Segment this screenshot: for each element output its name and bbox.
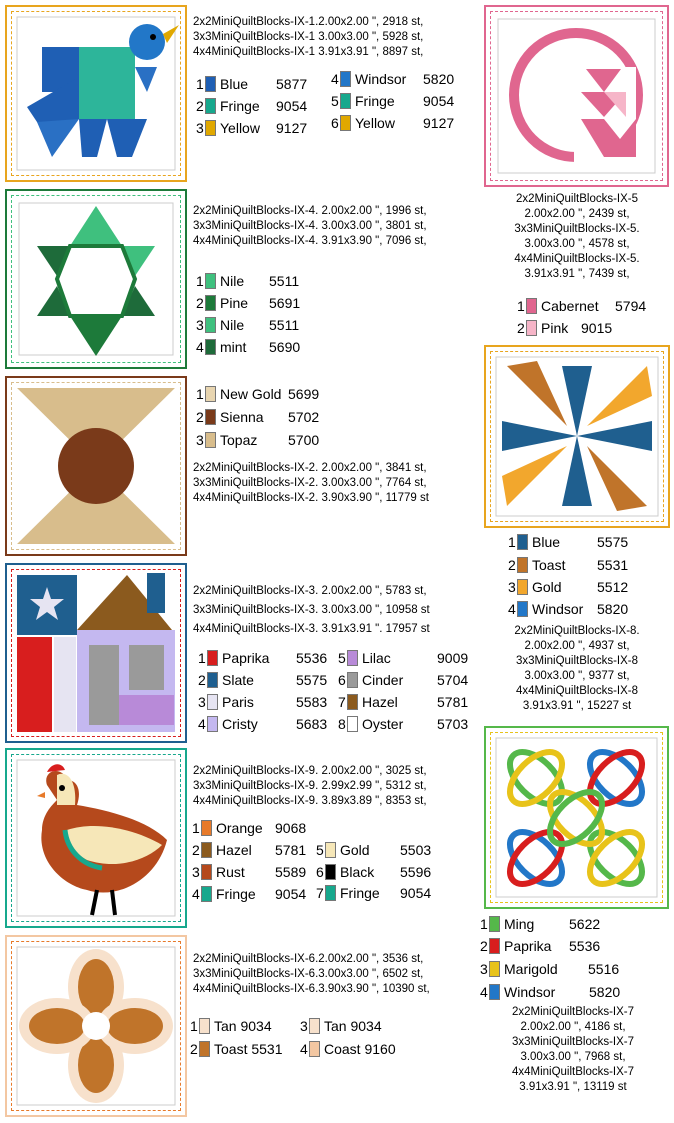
thread-row bbox=[480, 915, 601, 933]
thread-number: 4 bbox=[480, 984, 488, 1000]
thread-name: Tan bbox=[324, 1018, 347, 1034]
thread-row bbox=[338, 715, 469, 733]
thread-code: 5531 bbox=[597, 557, 629, 573]
color-swatch bbox=[207, 716, 218, 732]
thread-name: Pine bbox=[220, 295, 249, 311]
color-swatch bbox=[201, 842, 212, 858]
thread-name: Fringe bbox=[220, 98, 260, 114]
thread-code: 5622 bbox=[569, 916, 601, 932]
color-swatch bbox=[489, 916, 500, 932]
thread-number: 4 bbox=[300, 1041, 308, 1057]
thread-number: 3 bbox=[192, 864, 200, 880]
spec-line: 3x3MiniQuiltBlocks-IX-4. 3.00x3.00 ", 3801 st, bbox=[193, 220, 427, 232]
spec-line: 2.00x2.00 ", 4186 st, bbox=[520, 1021, 626, 1033]
thread-code: 9068 bbox=[275, 820, 307, 836]
thread-row bbox=[196, 431, 320, 449]
thread-name: Lilac bbox=[362, 650, 391, 666]
thread-code: 9034 bbox=[350, 1018, 382, 1034]
thread-name: Slate bbox=[222, 672, 254, 688]
color-swatch bbox=[347, 716, 358, 732]
thread-code: 5511 bbox=[269, 317, 300, 333]
thread-name: New Gold bbox=[220, 386, 282, 402]
thread-name: mint bbox=[220, 339, 247, 355]
color-swatch bbox=[205, 295, 216, 311]
thread-row bbox=[196, 385, 320, 403]
spec-line: 2x2MiniQuiltBlocks-IX-4. 2.00x2.00 ", 1996 st, bbox=[193, 205, 427, 217]
thread-name: Hazel bbox=[216, 842, 252, 858]
block-image-ix-3 bbox=[5, 563, 187, 743]
spec-line: 2x2MiniQuiltBlocks-IX-8. bbox=[514, 625, 640, 637]
color-swatch bbox=[205, 120, 216, 136]
thread-code: 5575 bbox=[597, 534, 629, 550]
thread-name: Tan bbox=[214, 1018, 237, 1034]
spec-line: 4x4MiniQuiltBlocks-IX-4. 3.91x3.90 ", 7096 st, bbox=[193, 235, 427, 247]
thread-code: 5794 bbox=[615, 298, 647, 314]
thread-code: 5691 bbox=[269, 295, 301, 311]
spec-line: 2x2MiniQuiltBlocks-IX-1.2.00x2.00 ", 2918 st, bbox=[193, 16, 424, 28]
thread-name: Nile bbox=[220, 273, 245, 289]
thread-number: 6 bbox=[331, 115, 339, 131]
color-swatch bbox=[340, 71, 351, 87]
thread-name: Cristy bbox=[222, 716, 258, 732]
thread-name: Paris bbox=[222, 694, 254, 710]
thread-row bbox=[196, 316, 300, 334]
spec-line: 2x2MiniQuiltBlocks-IX-5 bbox=[515, 193, 639, 205]
thread-name: Toast bbox=[532, 557, 566, 573]
thread-code: 5820 bbox=[423, 71, 455, 87]
spec-block-ix-5 bbox=[484, 192, 670, 282]
color-swatch bbox=[205, 432, 216, 448]
thread-row bbox=[198, 649, 328, 667]
thread-row bbox=[508, 556, 629, 574]
thread-number: 2 bbox=[517, 320, 525, 336]
house-artwork bbox=[7, 565, 185, 741]
pink-circle-artwork bbox=[486, 7, 667, 185]
spec-block-ix-6 bbox=[193, 952, 478, 997]
rings-artwork bbox=[486, 728, 667, 907]
thread-row bbox=[508, 533, 629, 551]
spec-line: 4x4MiniQuiltBlocks-IX-6.3.90x3.90 ", 10390 st, bbox=[193, 983, 430, 995]
thread-number: 2 bbox=[192, 842, 200, 858]
chicken-artwork bbox=[7, 750, 185, 926]
color-swatch bbox=[205, 386, 216, 402]
thread-number: 4 bbox=[196, 339, 204, 355]
thread-number: 1 bbox=[480, 916, 488, 932]
color-swatch bbox=[340, 115, 351, 131]
color-swatch bbox=[201, 886, 212, 902]
spec-line: 3x3MiniQuiltBlocks-IX-1 3.00x3.00 ", 5928 st, bbox=[193, 31, 424, 43]
thread-row bbox=[190, 1040, 283, 1058]
thread-number: 7 bbox=[338, 694, 346, 710]
thread-row bbox=[300, 1017, 382, 1035]
color-swatch bbox=[347, 694, 358, 710]
spec-line: 4x4MiniQuiltBlocks-IX-9. 3.89x3.89 ", 8353 st, bbox=[193, 795, 427, 807]
thread-row bbox=[338, 649, 469, 667]
thread-row bbox=[331, 70, 455, 88]
thread-code: 5516 bbox=[588, 961, 620, 977]
thread-code: 5536 bbox=[569, 938, 601, 954]
thread-name: Paprika bbox=[504, 938, 552, 954]
thread-row bbox=[196, 294, 301, 312]
thread-number: 6 bbox=[338, 672, 346, 688]
thread-number: 7 bbox=[316, 885, 324, 901]
spec-line: 2.00x2.00 ", 4937 st, bbox=[524, 640, 630, 652]
spec-line: 4x4MiniQuiltBlocks-IX-5. bbox=[514, 253, 640, 265]
thread-name: Gold bbox=[532, 579, 562, 595]
thread-number: 2 bbox=[198, 672, 206, 688]
thread-name: Fringe bbox=[340, 885, 380, 901]
thread-row bbox=[198, 715, 328, 733]
thread-name: Coast bbox=[324, 1041, 361, 1057]
thread-code: 5700 bbox=[288, 432, 320, 448]
circle-artwork bbox=[7, 378, 185, 554]
spec-block-ix-3 bbox=[193, 584, 478, 637]
thread-code: 9160 bbox=[364, 1041, 396, 1057]
thread-number: 2 bbox=[196, 409, 204, 425]
thread-name: Black bbox=[340, 864, 375, 880]
color-swatch bbox=[526, 320, 537, 336]
thread-number: 5 bbox=[331, 93, 339, 109]
spec-line: 4x4MiniQuiltBlocks-IX-8 bbox=[515, 685, 639, 697]
block-image-ix-4 bbox=[5, 189, 187, 369]
color-swatch bbox=[325, 864, 336, 880]
thread-row bbox=[192, 841, 307, 859]
thread-name: Yellow bbox=[220, 120, 260, 136]
color-swatch bbox=[526, 298, 537, 314]
thread-name: Fringe bbox=[216, 886, 256, 902]
thread-row bbox=[480, 937, 601, 955]
thread-number: 1 bbox=[196, 386, 204, 402]
thread-number: 1 bbox=[196, 76, 204, 92]
thread-number: 8 bbox=[338, 716, 346, 732]
thread-row bbox=[517, 319, 613, 337]
thread-row bbox=[196, 338, 301, 356]
thread-code: 5877 bbox=[276, 76, 308, 92]
thread-code: 9054 bbox=[400, 885, 432, 901]
thread-row bbox=[192, 819, 307, 837]
thread-code: 5531 bbox=[251, 1041, 283, 1057]
spec-block-ix-4 bbox=[193, 204, 478, 249]
spec-line: 3.00x3.00 ", 9377 st, bbox=[524, 670, 630, 682]
spec-block-ix-1 bbox=[193, 15, 478, 60]
thread-number: 1 bbox=[508, 534, 516, 550]
thread-name: Windsor bbox=[355, 71, 407, 87]
spec-line: 3x3MiniQuiltBlocks-IX-3. 3.00x3.00 ", 10958 st bbox=[193, 604, 430, 616]
thread-row bbox=[508, 600, 629, 618]
color-swatch bbox=[517, 557, 528, 573]
thread-row bbox=[316, 863, 432, 881]
thread-code: 5699 bbox=[288, 386, 320, 402]
thread-row bbox=[338, 693, 469, 711]
spec-line: 2x2MiniQuiltBlocks-IX-3. 2.00x2.00 ", 5783 st, bbox=[193, 585, 427, 597]
spec-line: 3x3MiniQuiltBlocks-IX-2. 3.00x3.00 ", 7764 st, bbox=[193, 477, 427, 489]
block-image-ix-6 bbox=[5, 935, 187, 1117]
thread-code: 5575 bbox=[296, 672, 328, 688]
pinwheel-artwork bbox=[486, 347, 668, 526]
thread-name: Windsor bbox=[532, 601, 584, 617]
color-swatch bbox=[489, 984, 500, 1000]
spec-line: 3.00x3.00 ", 4578 st, bbox=[524, 238, 630, 250]
thread-number: 3 bbox=[198, 694, 206, 710]
color-swatch bbox=[207, 694, 218, 710]
color-swatch bbox=[340, 93, 351, 109]
thread-number: 1 bbox=[190, 1018, 198, 1034]
color-swatch bbox=[489, 961, 500, 977]
color-swatch bbox=[309, 1018, 320, 1034]
spec-line: 2x2MiniQuiltBlocks-IX-6.2.00x2.00 ", 3536 st, bbox=[193, 953, 424, 965]
thread-code: 5820 bbox=[597, 601, 629, 617]
thread-name: Marigold bbox=[504, 961, 558, 977]
thread-name: Pink bbox=[541, 320, 569, 336]
thread-number: 2 bbox=[190, 1041, 198, 1057]
thread-number: 3 bbox=[196, 317, 204, 333]
spec-line: 4x4MiniQuiltBlocks-IX-3. 3.91x3.91 ". 17957 st bbox=[193, 623, 430, 635]
thread-code: 5820 bbox=[589, 984, 621, 1000]
color-swatch bbox=[325, 885, 336, 901]
thread-name: Blue bbox=[532, 534, 561, 550]
spec-line: 4x4MiniQuiltBlocks-IX-2. 3.90x3.90 ", 11779 st bbox=[193, 492, 429, 504]
thread-name: Hazel bbox=[362, 694, 398, 710]
thread-number: 1 bbox=[517, 298, 525, 314]
thread-code: 5583 bbox=[296, 694, 328, 710]
thread-number: 3 bbox=[300, 1018, 308, 1034]
thread-number: 3 bbox=[508, 579, 516, 595]
block-image-ix-2 bbox=[5, 376, 187, 556]
thread-name: Blue bbox=[220, 76, 249, 92]
spec-line: 3.00x3.00 ", 7968 st, bbox=[520, 1051, 626, 1063]
thread-number: 3 bbox=[196, 432, 204, 448]
thread-code: 5589 bbox=[275, 864, 307, 880]
thread-row bbox=[196, 408, 320, 426]
color-swatch bbox=[201, 820, 212, 836]
thread-row bbox=[316, 841, 432, 859]
thread-row bbox=[480, 960, 620, 978]
thread-code: 5702 bbox=[288, 409, 320, 425]
thread-row bbox=[198, 671, 328, 689]
thread-code: 5703 bbox=[437, 716, 469, 732]
thread-number: 2 bbox=[196, 98, 204, 114]
thread-name: Oyster bbox=[362, 716, 404, 732]
thread-code: 5704 bbox=[437, 672, 469, 688]
thread-row bbox=[300, 1040, 396, 1058]
thread-row bbox=[198, 693, 328, 711]
thread-code: 5781 bbox=[437, 694, 469, 710]
thread-code: 5781 bbox=[275, 842, 307, 858]
thread-name: Ming bbox=[504, 916, 535, 932]
thread-number: 5 bbox=[338, 650, 346, 666]
color-swatch bbox=[517, 579, 528, 595]
thread-number: 5 bbox=[316, 842, 324, 858]
thread-code: 5683 bbox=[296, 716, 328, 732]
thread-name: Cinder bbox=[362, 672, 404, 688]
spec-line: 2x2MiniQuiltBlocks-IX-9. 2.00x2.00 ", 3025 st, bbox=[193, 765, 427, 777]
thread-code: 9127 bbox=[276, 120, 308, 136]
color-swatch bbox=[201, 864, 212, 880]
thread-code: 9034 bbox=[240, 1018, 272, 1034]
thread-row bbox=[508, 578, 629, 596]
thread-code: 9054 bbox=[423, 93, 455, 109]
thread-row bbox=[192, 863, 307, 881]
thread-number: 2 bbox=[480, 938, 488, 954]
spec-block-ix-7 bbox=[480, 1005, 666, 1095]
color-swatch bbox=[517, 601, 528, 617]
thread-row bbox=[196, 272, 300, 290]
thread-number: 1 bbox=[196, 273, 204, 289]
thread-code: 5690 bbox=[269, 339, 301, 355]
block-image-ix-7 bbox=[484, 726, 669, 909]
color-swatch bbox=[205, 273, 216, 289]
spec-line: 3x3MiniQuiltBlocks-IX-7 bbox=[511, 1036, 635, 1048]
color-swatch bbox=[205, 317, 216, 333]
spec-line: 3.91x3.91 ", 7439 st, bbox=[524, 268, 630, 280]
thread-code: 9054 bbox=[275, 886, 307, 902]
spec-line: 3.91x3.91 ", 13119 st bbox=[519, 1081, 627, 1093]
thread-number: 4 bbox=[192, 886, 200, 902]
thread-number: 3 bbox=[480, 961, 488, 977]
thread-name: Rust bbox=[216, 864, 245, 880]
spec-line: 4x4MiniQuiltBlocks-IX-7 bbox=[511, 1066, 635, 1078]
spec-line: 4x4MiniQuiltBlocks-IX-1 3.91x3.91 ", 8897 st, bbox=[193, 46, 424, 58]
color-swatch bbox=[347, 650, 358, 666]
thread-name: Cabernet bbox=[541, 298, 599, 314]
thread-number: 3 bbox=[196, 120, 204, 136]
thread-code: 9015 bbox=[581, 320, 613, 336]
thread-name: Gold bbox=[340, 842, 370, 858]
color-swatch bbox=[199, 1018, 210, 1034]
spec-line: 3x3MiniQuiltBlocks-IX-5. bbox=[514, 223, 640, 235]
block-image-ix-1 bbox=[5, 5, 187, 182]
thread-row bbox=[316, 884, 432, 902]
thread-number: 4 bbox=[331, 71, 339, 87]
color-swatch bbox=[207, 672, 218, 688]
thread-number: 4 bbox=[508, 601, 516, 617]
spec-block-ix-9 bbox=[193, 764, 478, 809]
color-swatch bbox=[325, 842, 336, 858]
thread-number: 1 bbox=[198, 650, 206, 666]
thread-name: Fringe bbox=[355, 93, 395, 109]
color-swatch bbox=[205, 339, 216, 355]
color-swatch bbox=[199, 1041, 210, 1057]
thread-number: 2 bbox=[196, 295, 204, 311]
thread-number: 6 bbox=[316, 864, 324, 880]
block-image-ix-9 bbox=[5, 748, 187, 928]
thread-code: 9054 bbox=[276, 98, 308, 114]
spec-line: 2x2MiniQuiltBlocks-IX-7 bbox=[511, 1006, 635, 1018]
color-swatch bbox=[207, 650, 218, 666]
thread-name: Toast bbox=[214, 1041, 248, 1057]
spec-line: 2.00x2.00 ", 2439 st, bbox=[524, 208, 630, 220]
color-swatch bbox=[205, 76, 216, 92]
thread-code: 9127 bbox=[423, 115, 455, 131]
color-swatch bbox=[347, 672, 358, 688]
spec-line: 3x3MiniQuiltBlocks-IX-6.3.00x3.00 ", 6502 st, bbox=[193, 968, 424, 980]
thread-number: 1 bbox=[192, 820, 200, 836]
thread-name: Orange bbox=[216, 820, 263, 836]
color-swatch bbox=[517, 534, 528, 550]
thread-code: 9009 bbox=[437, 650, 469, 666]
thread-row bbox=[190, 1017, 272, 1035]
thread-row bbox=[480, 983, 621, 1001]
flower-artwork bbox=[7, 937, 185, 1115]
thread-code: 5511 bbox=[269, 273, 300, 289]
thread-row bbox=[192, 885, 307, 903]
thread-code: 5503 bbox=[400, 842, 432, 858]
spec-line: 2x2MiniQuiltBlocks-IX-2. 2.00x2.00 ", 3841 st, bbox=[193, 462, 427, 474]
thread-row bbox=[331, 114, 455, 132]
thread-name: Nile bbox=[220, 317, 245, 333]
thread-code: 5512 bbox=[597, 579, 629, 595]
thread-code: 5536 bbox=[296, 650, 328, 666]
color-swatch bbox=[309, 1041, 320, 1057]
thread-name: Paprika bbox=[222, 650, 270, 666]
color-swatch bbox=[205, 98, 216, 114]
thread-code: 5596 bbox=[400, 864, 432, 880]
spec-block-ix-2 bbox=[193, 461, 478, 506]
thread-number: 2 bbox=[508, 557, 516, 573]
spec-line: 3.91x3.91 ", 15227 st bbox=[522, 700, 632, 712]
thread-row bbox=[196, 97, 308, 115]
thread-row bbox=[331, 92, 455, 110]
thread-name: Windsor bbox=[504, 984, 556, 1000]
thread-name: Sienna bbox=[220, 409, 264, 425]
thread-name: Topaz bbox=[220, 432, 258, 448]
thread-name: Yellow bbox=[355, 115, 395, 131]
spec-line: 3x3MiniQuiltBlocks-IX-9. 2.99x2.99 ", 5312 st, bbox=[193, 780, 427, 792]
color-swatch bbox=[205, 409, 216, 425]
color-swatch bbox=[489, 938, 500, 954]
star-artwork bbox=[7, 191, 185, 367]
spec-block-ix-8 bbox=[484, 624, 670, 714]
spec-line: 3x3MiniQuiltBlocks-IX-8 bbox=[515, 655, 639, 667]
thread-row bbox=[196, 119, 308, 137]
thread-row bbox=[338, 671, 469, 689]
bird-artwork bbox=[7, 7, 185, 180]
thread-row bbox=[196, 75, 308, 93]
block-image-ix-5 bbox=[484, 5, 669, 187]
block-image-ix-8 bbox=[484, 345, 670, 528]
thread-number: 4 bbox=[198, 716, 206, 732]
thread-row bbox=[517, 297, 647, 315]
